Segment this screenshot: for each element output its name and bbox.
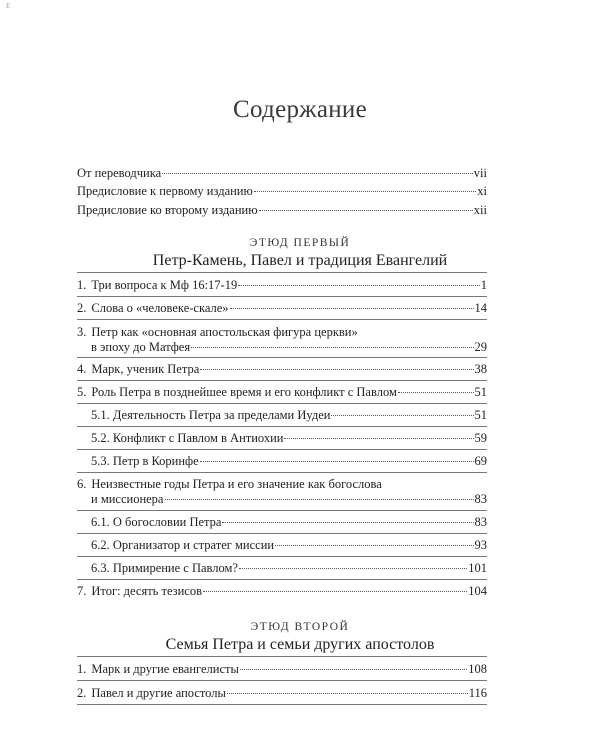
divider	[77, 357, 487, 358]
entry-page: 59	[474, 431, 487, 445]
entry-page: 93	[474, 538, 487, 552]
divider	[77, 704, 487, 705]
leader-dots	[162, 173, 473, 174]
entry-text: Итог: десять тезисов	[91, 584, 202, 598]
leader-dots	[165, 499, 474, 500]
toc-entry[interactable]	[91, 340, 487, 355]
divider	[77, 319, 487, 320]
leader-dots	[230, 308, 474, 309]
leader-dots	[398, 392, 474, 393]
toc-entry[interactable]	[77, 686, 487, 701]
entry-text: 5.1. Деятельность Петра за пределами Иудеи	[91, 408, 331, 422]
toc-entry-translator[interactable]	[77, 166, 487, 181]
divider	[77, 680, 487, 681]
entry-text: 5.2. Конфликт с Павлом в Антиохии	[91, 431, 284, 445]
leader-dots	[200, 461, 474, 462]
entry-text: Марк и другие евангелисты	[91, 662, 239, 676]
entry-page: 29	[474, 340, 487, 354]
entry-text: 6.3. Примирение с Павлом?	[91, 561, 238, 575]
entry-text: Предисловие к первому изданию	[77, 184, 253, 198]
leader-dots	[227, 693, 468, 694]
toc-subentry[interactable]	[91, 454, 487, 469]
leader-dots	[240, 669, 467, 670]
divider	[77, 533, 487, 534]
entry-page: 1	[480, 278, 487, 292]
entry-page: 104	[468, 584, 487, 598]
entry-page: 101	[468, 561, 487, 575]
divider	[77, 472, 487, 473]
toc-entry[interactable]	[77, 662, 487, 677]
entry-page: xi	[477, 184, 487, 198]
divider	[77, 510, 487, 511]
entry-text: 6.2. Организатор и стратег миссии	[91, 538, 275, 552]
leader-dots	[239, 568, 467, 569]
leader-dots	[238, 285, 480, 286]
entry-number: 4.	[77, 362, 87, 376]
etude2-title: Семья Петра и семьи других апостолов	[165, 636, 435, 653]
toc-subentry[interactable]	[91, 515, 487, 530]
divider	[77, 403, 487, 404]
etude2-label: ЭТЮД ВТОРОЙ	[250, 621, 350, 633]
toc-entry-first-line[interactable]	[77, 477, 487, 492]
entry-number: 7.	[77, 584, 87, 598]
entry-number: 3.	[77, 325, 87, 339]
divider	[77, 656, 487, 657]
page-title: Содержание	[233, 96, 367, 123]
leader-dots	[191, 347, 473, 348]
entry-page: 14	[474, 301, 487, 315]
entry-page: 83	[474, 492, 487, 506]
leader-dots	[222, 522, 473, 523]
entry-number: 1.	[77, 278, 87, 292]
entry-text: Неизвестные годы Петра и его значение как богослова	[91, 477, 382, 491]
entry-text: От переводчика	[77, 166, 162, 180]
leader-dots	[200, 369, 473, 370]
entry-text: 6.1. О богословии Петра	[91, 515, 222, 529]
divider	[77, 296, 487, 297]
toc-entry[interactable]	[77, 278, 487, 293]
toc-entry[interactable]	[77, 301, 487, 316]
etude1-label: ЭТЮД ПЕРВЫЙ	[249, 237, 351, 249]
entry-text: Роль Петра в позднейшее время и его конфликт с Павлом	[91, 385, 397, 399]
toc-entry[interactable]	[77, 385, 487, 400]
divider	[77, 449, 487, 450]
entry-text: Марк, ученик Петра	[91, 362, 200, 376]
leader-dots	[331, 415, 473, 416]
toc-entry-first-line[interactable]	[77, 325, 487, 340]
divider	[77, 426, 487, 427]
entry-page: 116	[468, 686, 487, 700]
toc-subentry[interactable]	[91, 408, 487, 423]
toc-subentry[interactable]	[91, 538, 487, 553]
divider	[77, 579, 487, 580]
entry-text-continued: и миссионера	[91, 492, 164, 506]
entry-page: 51	[474, 385, 487, 399]
toc-entry[interactable]	[77, 362, 487, 377]
entry-page: 51	[474, 408, 487, 422]
etude1-title: Петр-Камень, Павел и традиция Евангелий	[152, 252, 448, 269]
leader-dots	[254, 191, 476, 192]
leader-dots	[203, 591, 467, 592]
toc-entry[interactable]	[91, 492, 487, 507]
leader-dots	[275, 545, 473, 546]
toc-entry[interactable]	[77, 584, 487, 599]
divider	[77, 272, 487, 273]
entry-text-continued: в эпоху до Матфея	[91, 340, 191, 354]
toc-subentry[interactable]	[91, 431, 487, 446]
entry-text: Предисловие ко второму изданию	[77, 203, 258, 217]
entry-page: 69	[474, 454, 487, 468]
entry-page: xii	[473, 203, 487, 217]
entry-number: 2.	[77, 301, 87, 315]
leader-dots	[259, 210, 473, 211]
entry-number: 5.	[77, 385, 87, 399]
entry-page: 83	[474, 515, 487, 529]
toc-subentry[interactable]	[91, 561, 487, 576]
entry-number: 6.	[77, 477, 87, 491]
entry-number: 1.	[77, 662, 87, 676]
leader-dots	[284, 438, 473, 439]
toc-entry-preface-first[interactable]	[77, 184, 487, 199]
divider	[77, 380, 487, 381]
entry-text: Петр как «основная апостольская фигура церкви»	[91, 325, 358, 339]
entry-number: 2.	[77, 686, 87, 700]
entry-page: 108	[468, 662, 487, 676]
entry-text: Слова о «человеке-скале»	[91, 301, 229, 315]
entry-text: 5.3. Петр в Коринфе	[91, 454, 199, 468]
corner-mark: ε	[6, 0, 11, 11]
divider	[77, 556, 487, 557]
entry-text: Павел и другие апостолы	[91, 686, 226, 700]
entry-text: Три вопроса к Мф 16:17-19	[91, 278, 238, 292]
entry-page: 38	[474, 362, 487, 376]
entry-page: vii	[473, 166, 487, 180]
toc-entry-preface-second[interactable]	[77, 203, 487, 218]
